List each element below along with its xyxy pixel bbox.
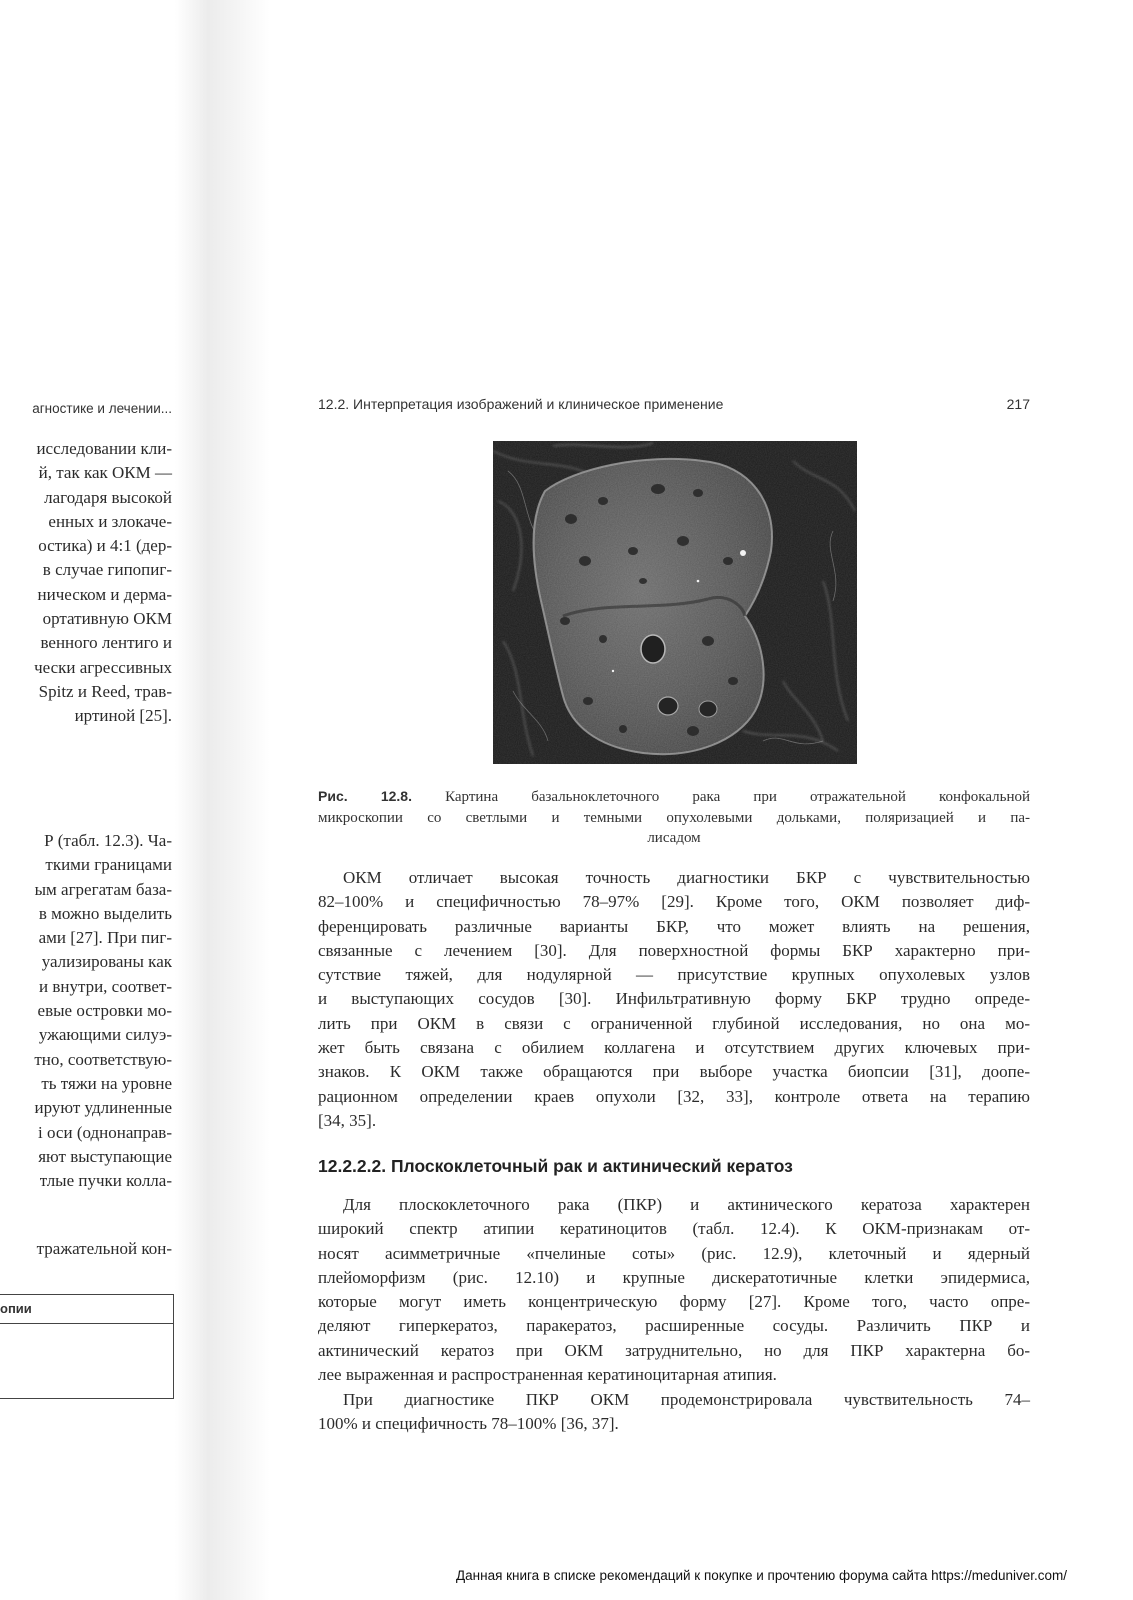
text-line: лить при ОКМ в связи с ограниченной глубиной исследования, но она мо- xyxy=(318,1013,1030,1033)
left-text-line: й, так как ОКМ — xyxy=(38,463,172,483)
left-text-line: исследовании кли- xyxy=(36,439,172,458)
paragraph-1 xyxy=(318,866,1030,1133)
caption-label: Рис. 12.8. xyxy=(318,788,412,804)
text-line: [34, 35]. xyxy=(318,1110,377,1130)
left-text-line: яют выступающие xyxy=(38,1146,172,1166)
text-line: ОКМ отличает высокая точность диагностики БКР с чувствительностью xyxy=(343,868,1030,887)
page-number: 217 xyxy=(1006,396,1030,412)
text-line: При диагностике ПКР ОКМ продемонстрировала чувствительность 74– xyxy=(343,1390,1030,1409)
figure-confocal-microscopy-image xyxy=(493,441,857,764)
left-text-line: ым агрегатам база- xyxy=(34,879,172,899)
left-text-line: і оси (однонаправ- xyxy=(38,1122,172,1142)
paragraph-3 xyxy=(318,1388,1030,1437)
text-line: которые могут иметь концентрическую форму [27]. Кроме того, часто опре- xyxy=(318,1292,1030,1312)
left-text-block-2 xyxy=(34,829,172,1193)
left-text-line: остика) и 4:1 (дер- xyxy=(38,536,172,556)
text-line: 100% и специфичность 78–100% [36, 37]. xyxy=(318,1414,619,1434)
left-table-fragment xyxy=(0,1294,174,1399)
left-text-line: и внутри, соответ- xyxy=(38,976,172,996)
text-line: сутствие тяжей, для нодулярной — присутствие крупных опухолевых узлов xyxy=(318,965,1030,985)
left-text-line: ть тяжи на уровне xyxy=(41,1073,172,1093)
left-text-line: Spitz и Reed, трав- xyxy=(38,681,172,701)
caption-line-2: микроскопии со светлыми и темными опухолевыми дольками, поляризацией и па- xyxy=(318,809,1030,826)
left-text-line: Р (табл. 12.3). Ча- xyxy=(44,831,172,850)
left-text-line: ортативную ОКМ xyxy=(42,609,172,629)
running-header xyxy=(318,396,1030,416)
left-text-block-1 xyxy=(34,437,172,729)
text-line: лее выраженная и распространенная кератиноцитарная атипия. xyxy=(318,1365,777,1385)
left-text-line: тлые пучки колла- xyxy=(39,1171,172,1191)
text-line: плейоморфизм (рис. 12.10) и крупные дискератотичные клетки эпидермиса, xyxy=(318,1267,1030,1287)
left-text-line: лагодаря высокой xyxy=(44,487,172,507)
left-text-line: тражательной кон- xyxy=(36,1239,172,1258)
text-line: рационном определении краев опухоли [32, 33], контроле ответа на терапию xyxy=(318,1086,1030,1106)
section-heading: 12.2.2.2. Плоскоклеточный рак и актинический кератоз xyxy=(318,1156,793,1176)
left-text-line: ткими границами xyxy=(45,855,172,875)
running-title: 12.2. Интерпретация изображений и клиническое применение xyxy=(318,396,724,412)
left-page xyxy=(0,0,176,1600)
left-text-line: тно, соответствую- xyxy=(34,1049,172,1069)
text-line: знаков. К ОКМ также обращаются при выборе участка биопсии [31], доопе- xyxy=(318,1062,1030,1082)
text-line: и выступающих сосудов [30]. Инфильтративную форму БКР трудно опреде- xyxy=(318,989,1030,1009)
text-line: деляют гиперкератоз, паракератоз, расширенные сосуды. Различить ПКР и xyxy=(318,1316,1030,1336)
left-text-line: в случае гипопиг- xyxy=(42,560,172,580)
left-text-line: ами [27]. При пиг- xyxy=(38,928,172,948)
figure-caption xyxy=(318,786,1030,849)
left-text-line: чески агрессивных xyxy=(34,657,172,677)
text-line: актинический кератоз при ОКМ затруднительно, но для ПКР характерна бо- xyxy=(318,1340,1030,1360)
text-line: Для плоскоклеточного рака (ПКР) и актинического кератоза характерен xyxy=(343,1195,1030,1214)
caption-text: Картина базальноклеточного рака при отражательной конфокальной xyxy=(445,789,1030,805)
left-text-line: в можно выделить xyxy=(38,903,172,923)
footer-notice: Данная книга в списке рекомендаций к покупке и прочтению форума сайта https://meduniver.com/ xyxy=(456,1568,1067,1583)
left-text-line: уализированы как xyxy=(41,952,172,972)
text-line: носят асимметричные «пчелиные соты» (рис. 12.9), клеточный и ядерный xyxy=(318,1243,1030,1263)
text-line: ференцировать различные варианты БКР, что может влиять на решения, xyxy=(318,916,1030,936)
left-text-line: енных и злокаче- xyxy=(48,511,172,531)
left-text-line: иртиной [25]. xyxy=(74,706,172,726)
left-running-header: агностике и лечении... xyxy=(32,401,172,416)
book-gutter-shadow xyxy=(175,0,270,1600)
caption-line-3: лисадом xyxy=(647,830,701,846)
left-text-line: евые островки мо- xyxy=(37,1001,172,1021)
text-line: связанные с лечением [30]. Для поверхностной формы БКР характерно при- xyxy=(318,940,1030,960)
text-line: широкий спектр атипии кератиноцитов (табл. 12.4). К ОКМ-признакам от- xyxy=(318,1219,1030,1239)
left-text-line: ужающими силуэ- xyxy=(38,1025,172,1045)
text-line: жет быть связана с обилием коллагена и отсутствием других ключевых при- xyxy=(318,1038,1030,1058)
caption-line-1 xyxy=(318,786,1030,808)
text-line: 82–100% и специфичностью 78–97% [29]. Кроме того, ОКМ позволяет диф- xyxy=(318,892,1030,912)
left-text-line: венного лентиго и xyxy=(40,633,172,653)
micrograph-image xyxy=(493,441,857,764)
left-text-line: ируют удлиненные xyxy=(34,1098,172,1118)
left-text-line: ническом и дерма- xyxy=(37,584,172,604)
left-text-block-3 xyxy=(37,1237,172,1261)
left-table-header: опии xyxy=(0,1295,173,1324)
paragraph-2 xyxy=(318,1193,1030,1387)
